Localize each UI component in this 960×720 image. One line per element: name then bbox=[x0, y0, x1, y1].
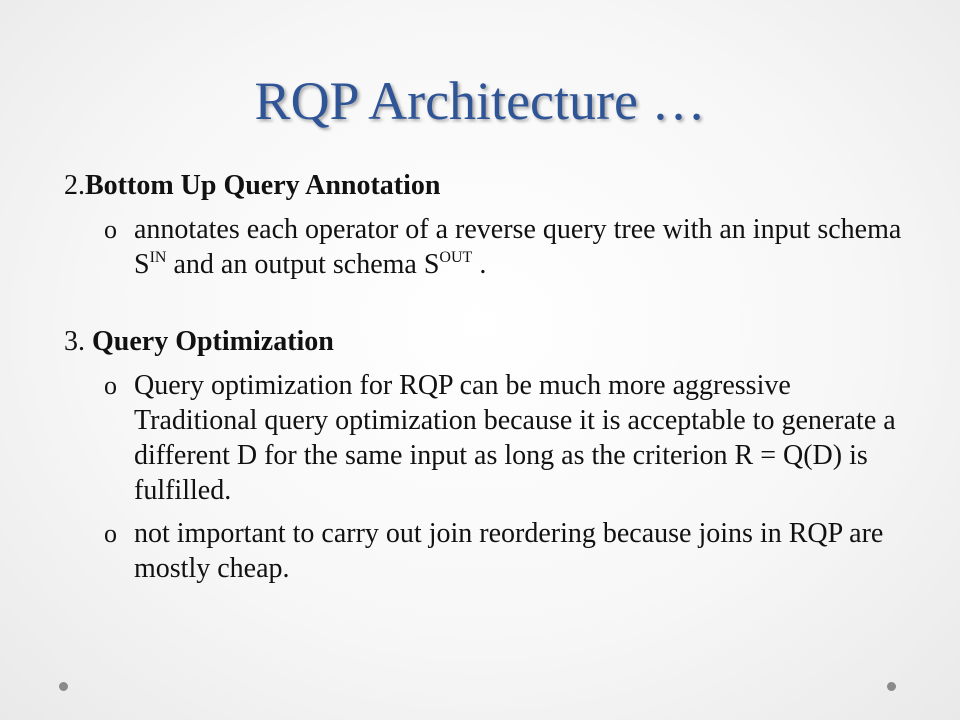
section-spacer bbox=[64, 282, 904, 324]
s-in-superscript: IN bbox=[149, 249, 167, 266]
section-3-bullet-1 bbox=[64, 368, 904, 508]
bullet-marker: o bbox=[104, 371, 117, 400]
section-3-bullet-2 bbox=[64, 516, 904, 586]
corner-dot-left bbox=[59, 682, 68, 691]
section-2-number: 2. bbox=[64, 170, 85, 201]
section-2-heading bbox=[64, 168, 904, 204]
bullet-text: Query optimization for RQP can be much more aggressive Traditional query optimization because it is acceptable to generate a different D for the same input as long as the criterion R = Q(D) is fulfilled. bbox=[134, 370, 896, 506]
bullet-marker: o bbox=[104, 215, 117, 244]
slide-title: RQP Architecture … bbox=[254, 71, 706, 131]
s-out-superscript: OUT bbox=[439, 249, 473, 266]
section-3-title: Query Optimization bbox=[92, 326, 334, 357]
section-2-title: Bottom Up Query Annotation bbox=[85, 170, 441, 201]
section-3-number: 3. bbox=[64, 326, 92, 357]
bullet-text-part-3: . bbox=[472, 249, 487, 280]
bullet-marker: o bbox=[104, 519, 117, 548]
section-2-bullet bbox=[64, 212, 904, 282]
bullet-text-part-1: annotates each operator of a reverse query tree with an input schema S bbox=[134, 214, 902, 280]
bullet-text-part-2: and an output schema S bbox=[166, 249, 440, 280]
slide-content bbox=[64, 168, 904, 586]
corner-dot-right bbox=[887, 682, 896, 691]
bullet-text: not important to carry out join reordering because joins in RQP are mostly cheap. bbox=[134, 518, 884, 584]
section-3-heading bbox=[64, 324, 904, 360]
bullet-text bbox=[134, 212, 904, 282]
